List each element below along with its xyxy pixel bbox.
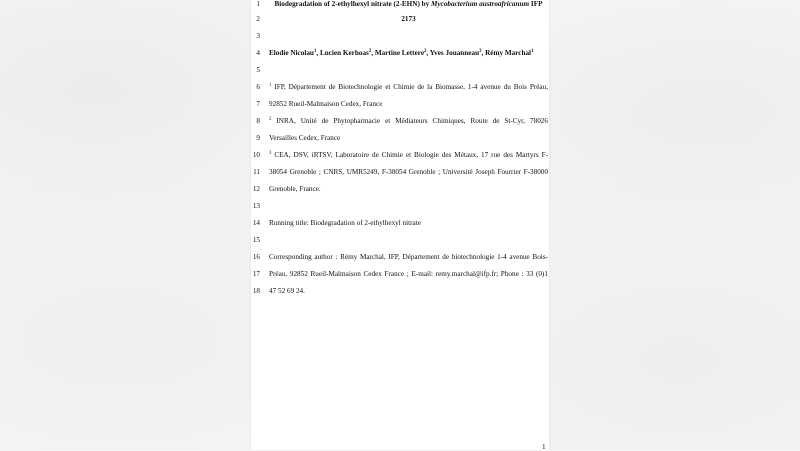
line-number: 9	[256, 134, 260, 142]
line-7	[251, 100, 549, 113]
line-number: 1	[256, 0, 260, 8]
line-5	[251, 66, 549, 79]
title-line-1: Biodegradation of 2-ethylhexyl nitrate (2-EHN) by Mycobacterium austroafricanum IFP	[274, 0, 543, 8]
author-name: Martine Lettere	[374, 49, 425, 57]
author-name: Elodie Nicolau	[269, 49, 314, 57]
line-number: 3	[256, 32, 260, 40]
line-number: 10	[252, 151, 260, 159]
affiliation-3-end: Grenoble, France.	[269, 185, 321, 193]
line-number: 6	[256, 83, 260, 91]
line-3	[251, 32, 549, 45]
author-name: Lucien Kerhoas	[319, 49, 369, 57]
line-number: 12	[252, 185, 260, 193]
line-number: 8	[256, 117, 260, 125]
affiliation-1-cont: 92852 Rueil-Malmaison Cedex, France	[269, 100, 383, 108]
line-8	[251, 117, 549, 130]
line-13	[251, 202, 549, 215]
author-name: Rémy Marchal	[485, 49, 532, 57]
line-4	[251, 49, 549, 62]
line-12	[251, 185, 549, 198]
affiliation-2: $^2$ INRA, Unité de Phytopharmacie et Médiateurs Chimiques, Route de St-Cyr, 78026	[269, 117, 548, 125]
author-list: Elodie Nicolau$^1$, Lucien Kerhoas$^2$, Martine Lettere$^2$, Yves Jouanneau$^3$, Rémy Marchal$^1$	[269, 49, 534, 57]
line-number: 4	[256, 49, 260, 57]
line-number: 16	[252, 253, 260, 261]
line-number: 15	[252, 236, 260, 244]
line-16	[251, 253, 549, 266]
page-number: 1	[542, 443, 546, 451]
line-18	[251, 287, 549, 300]
line-17	[251, 270, 549, 283]
line-2	[251, 15, 549, 28]
affiliation-1: $^1$ IFP, Département de Biotechnologie et Chimie de la Biomasse, 1-4 avenue du Bois Préau,	[269, 83, 548, 91]
line-11	[251, 168, 549, 181]
affiliation-3: $^3$ CEA, DSV, iRTSV, Laboratoire de Chimie et Biologie des Métaux, 17 rue des Martyrs F-	[269, 151, 548, 159]
document-page	[251, 0, 549, 450]
title-line-2: 2173	[401, 15, 416, 23]
affiliation-3-cont: 38054 Grenoble ; CNRS, UMR5249, F-38054 Grenoble ; Université Joseph Fourrier F-38000	[269, 168, 548, 176]
author-name: Yves Jouanneau	[429, 49, 480, 57]
line-number: 5	[256, 66, 260, 74]
corresponding-author: Corresponding author : Rémy Marchal, IFP, Département de biotechnologie 1-4 avenue Bois-	[269, 253, 548, 261]
line-number: 18	[252, 287, 260, 295]
affiliation-2-cont: Versailles Cedex, France	[269, 134, 341, 142]
running-title: Running title: Biodegradation of 2-ethylhexyl nitrate	[269, 219, 421, 227]
line-6	[251, 83, 549, 96]
corresponding-author-cont: Préau, 92852 Rueil-Malmaison Cedex France ; E-mail: remy.marchal@ifp.fr; Phone : 33 (0)1	[269, 270, 548, 278]
line-1	[251, 0, 549, 13]
line-number: 13	[252, 202, 260, 210]
line-14	[251, 219, 549, 232]
line-number: 2	[256, 15, 260, 23]
corresponding-author-end: 47 52 69 24.	[269, 287, 305, 295]
line-15	[251, 236, 549, 249]
line-number: 11	[253, 168, 260, 176]
line-10	[251, 151, 549, 164]
line-number: 17	[252, 270, 260, 278]
line-number: 7	[256, 100, 260, 108]
line-number: 14	[252, 219, 260, 227]
line-9	[251, 134, 549, 147]
